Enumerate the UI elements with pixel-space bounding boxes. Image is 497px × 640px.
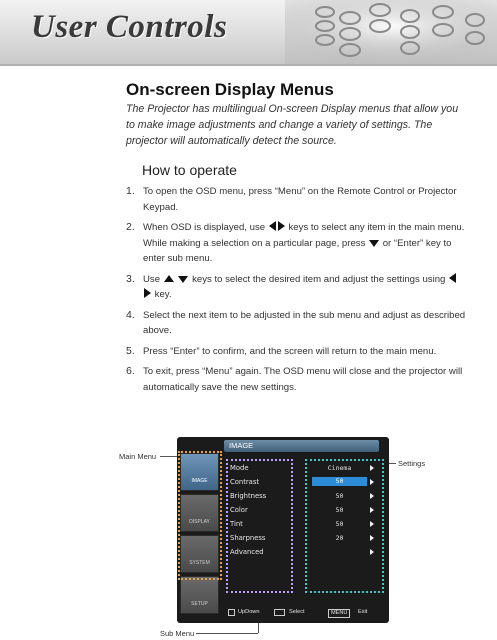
step-text: Select the next item to be adjusted in the sub menu and adjust as described above. [143, 309, 466, 336]
osd-item-brightness[interactable]: Brightness [230, 492, 267, 500]
step-text: To exit, press “Menu” again. The OSD menu will close and the projector will automatically save the new settings. [143, 366, 463, 393]
up-arrow-icon [164, 275, 174, 282]
step-text: keys to select the desired item and adjust the settings using [192, 273, 446, 285]
step-number: 3. [126, 272, 135, 285]
header-decoration [285, 0, 497, 66]
step-2 [126, 220, 466, 267]
osd-item-mode[interactable]: Mode [230, 464, 249, 472]
footer-updown: UpDown [238, 609, 260, 615]
chevron-right-icon [370, 479, 374, 485]
chevron-right-icon [370, 535, 374, 541]
main-menu-callout-line [160, 456, 178, 457]
tab-label: SETUP [191, 601, 208, 607]
chevron-right-icon [370, 549, 374, 555]
sub-menu-callout: Sub Menu [160, 629, 195, 638]
section-intro: The Projector has multilingual On-screen Display menus that allow you to make image adjustments and change a variety of settings. The projector will automatically detect the source. [126, 103, 459, 147]
leftright-key-icon [274, 609, 285, 616]
osd-value-contrast: 50 [312, 477, 367, 486]
step-text: To open the OSD menu, press “Menu” on the Remote Control or Projector Keypad. [143, 186, 457, 213]
section-title: On-screen Display Menus [126, 80, 334, 99]
step-text: or “Enter” key to enter sub menu. [143, 237, 452, 264]
how-to-title: How to operate [142, 162, 237, 178]
step-text: Use [143, 273, 161, 285]
sub-menu-callout-line [196, 633, 258, 634]
osd-item-contrast[interactable]: Contrast [230, 478, 260, 486]
settings-callout: Settings [398, 459, 426, 468]
step-1 [126, 184, 466, 215]
osd-value-tint: 50 [335, 520, 344, 528]
osd-value-brightness: 50 [335, 492, 344, 500]
tab-label: DISPLAY [189, 519, 210, 525]
step-text: keys to select any item in the main menu. While making a selection on a particular page, press [143, 222, 465, 249]
osd-title: IMAGE [224, 440, 379, 452]
step-text: When OSD is displayed, use [143, 222, 266, 233]
step-text: Press “Enter” to confirm, and the screen will return to the main menu. [143, 345, 437, 357]
step-3 [126, 272, 466, 303]
step-number: 6. [126, 365, 135, 377]
header-divider [0, 64, 497, 66]
chevron-right-icon [370, 507, 374, 513]
left-arrow-icon [449, 273, 456, 283]
step-number: 5. [126, 344, 135, 357]
main-menu-callout: Main Menu [119, 452, 157, 461]
osd-value-color: 50 [335, 506, 344, 514]
step-number: 4. [126, 308, 135, 321]
osd-tab-setup[interactable] [180, 576, 219, 614]
page-header [0, 0, 497, 66]
steps-list [126, 184, 466, 400]
step-number: 2. [126, 221, 135, 233]
osd-value-sharpness: 20 [335, 534, 344, 542]
down-arrow-icon [369, 240, 379, 247]
step-number: 1. [126, 185, 135, 197]
osd-item-tint[interactable]: Tint [230, 520, 243, 528]
step-5 [126, 344, 466, 360]
chevron-right-icon [370, 465, 374, 471]
chevron-right-icon [370, 493, 374, 499]
right-arrow-icon [278, 221, 285, 231]
step-6 [126, 364, 466, 395]
step-text: key. [154, 289, 172, 300]
osd-item-color[interactable]: Color [230, 506, 248, 514]
osd-item-sharpness[interactable]: Sharpness [230, 534, 266, 542]
footer-select: Select [289, 609, 305, 615]
footer-exit: Exit [358, 609, 368, 615]
right-arrow-icon [144, 288, 151, 298]
osd-item-advanced[interactable]: Advanced [230, 548, 264, 556]
down-arrow-icon [178, 276, 188, 283]
tab-label: SYSTEM [189, 560, 210, 566]
left-arrow-icon [269, 221, 276, 231]
osd-value-mode: Cinema [327, 464, 352, 472]
step-4 [126, 308, 466, 339]
main-menu-highlight [178, 451, 222, 580]
header-title: User Controls [31, 9, 228, 45]
updown-key-icon [228, 609, 235, 616]
tab-label: IMAGE [191, 478, 208, 484]
chevron-right-icon [370, 521, 374, 527]
osd-footer [222, 606, 384, 619]
menu-key-icon: MENU [328, 609, 350, 618]
